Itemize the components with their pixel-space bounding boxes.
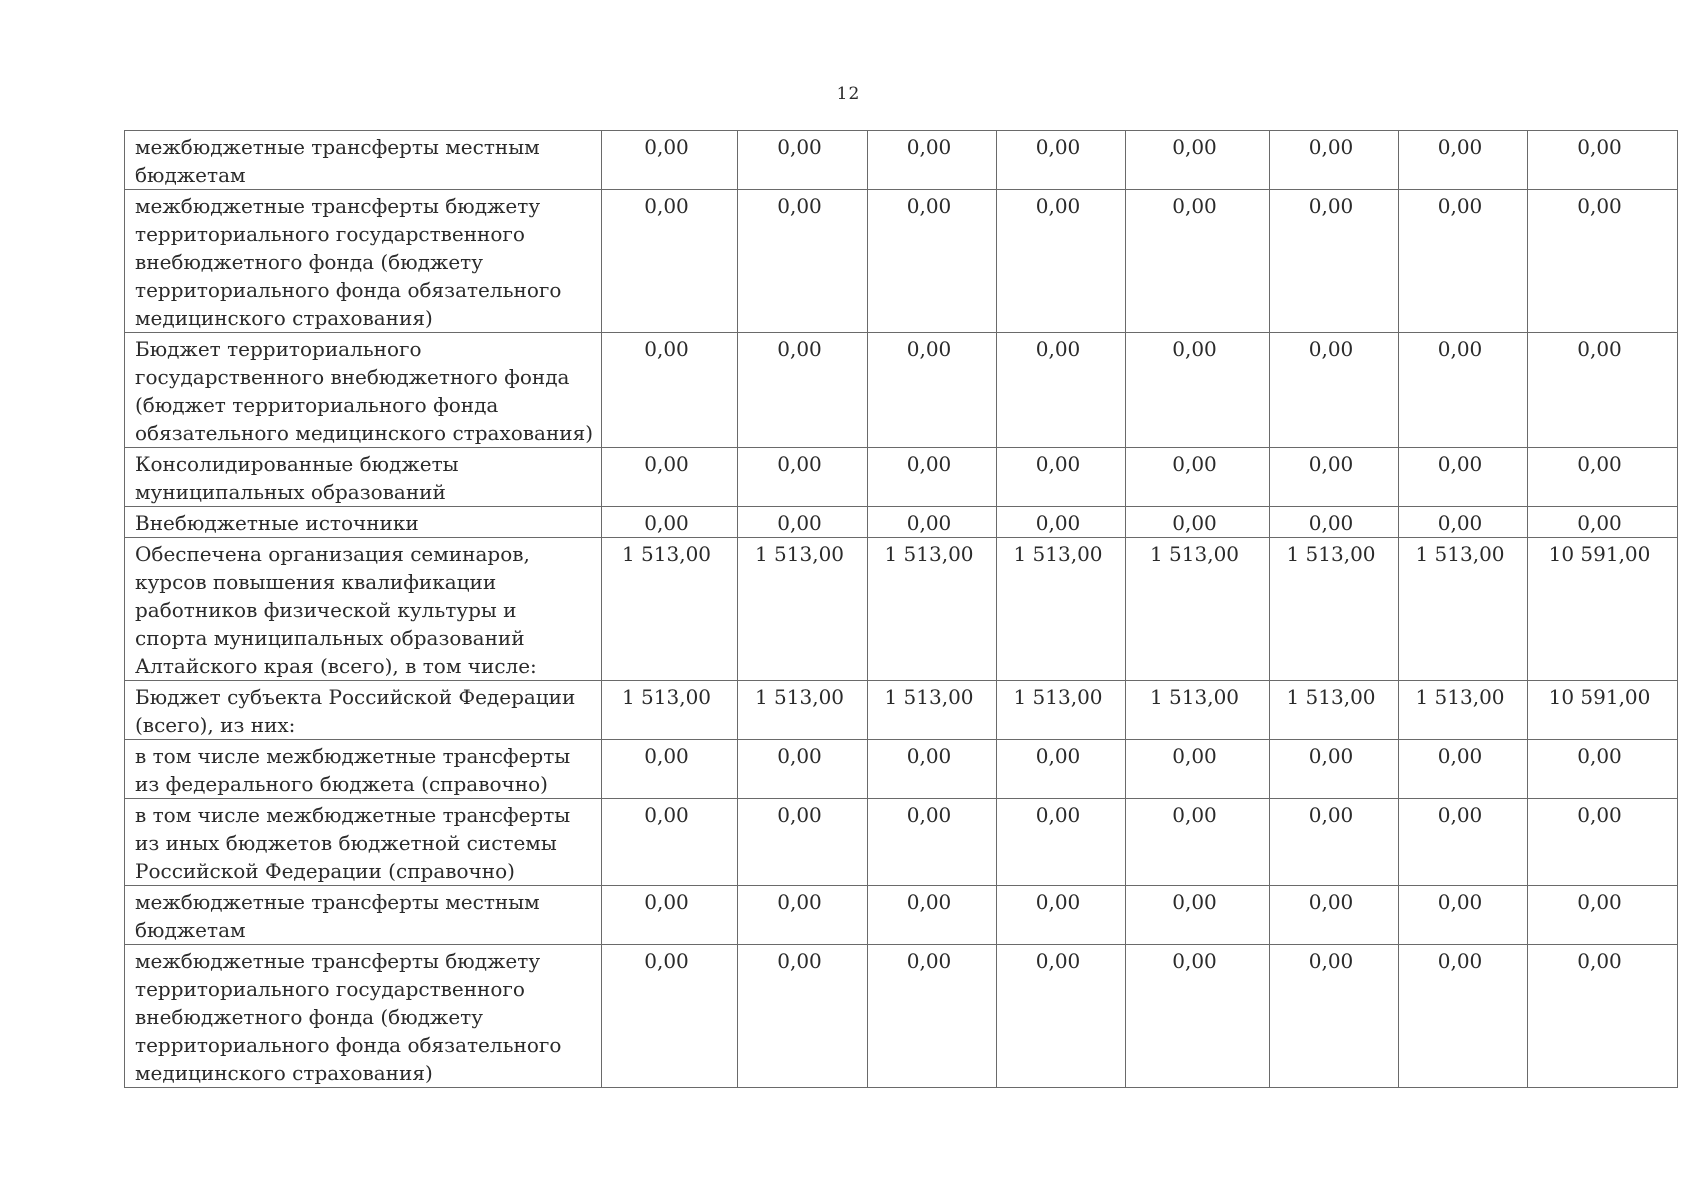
value-cell: 0,00 <box>1528 799 1678 886</box>
value-cell: 0,00 <box>1528 448 1678 507</box>
value-cell: 0,00 <box>997 333 1126 448</box>
value-cell: 0,00 <box>602 333 738 448</box>
value-cell: 0,00 <box>997 507 1126 538</box>
value-cell: 0,00 <box>1126 799 1270 886</box>
value-cell: 1 513,00 <box>997 681 1126 740</box>
value-cell: 0,00 <box>1270 945 1399 1088</box>
value-cell: 0,00 <box>868 886 997 945</box>
row-label: межбюджетные трансферты бюджету территориального государственного внебюджетного фонда (бюджету территориального фонда обязательного медицинского страхования) <box>125 190 602 333</box>
value-cell: 1 513,00 <box>868 538 997 681</box>
value-cell: 0,00 <box>1399 507 1528 538</box>
value-cell: 0,00 <box>1126 448 1270 507</box>
value-cell: 1 513,00 <box>1126 538 1270 681</box>
value-cell: 0,00 <box>1270 190 1399 333</box>
value-cell: 0,00 <box>868 740 997 799</box>
value-cell: 0,00 <box>868 799 997 886</box>
row-label: Внебюджетные источники <box>125 507 602 538</box>
table-row <box>125 538 1678 681</box>
value-cell: 0,00 <box>997 448 1126 507</box>
table-row <box>125 740 1678 799</box>
value-cell: 0,00 <box>1270 507 1399 538</box>
value-cell: 0,00 <box>997 190 1126 333</box>
value-cell: 0,00 <box>1270 886 1399 945</box>
value-cell: 0,00 <box>1528 131 1678 190</box>
value-cell: 0,00 <box>1126 507 1270 538</box>
value-cell: 0,00 <box>738 945 868 1088</box>
value-cell: 0,00 <box>1126 190 1270 333</box>
value-cell: 0,00 <box>1126 131 1270 190</box>
value-cell: 0,00 <box>997 945 1126 1088</box>
budget-table <box>124 130 1678 1088</box>
value-cell: 1 513,00 <box>738 681 868 740</box>
value-cell: 0,00 <box>1126 945 1270 1088</box>
value-cell: 1 513,00 <box>602 681 738 740</box>
value-cell: 1 513,00 <box>868 681 997 740</box>
value-cell: 0,00 <box>738 190 868 333</box>
value-cell: 1 513,00 <box>1126 681 1270 740</box>
table-row <box>125 190 1678 333</box>
value-cell: 0,00 <box>997 886 1126 945</box>
value-cell: 0,00 <box>602 131 738 190</box>
page-number: 12 <box>836 84 861 104</box>
value-cell: 0,00 <box>1528 190 1678 333</box>
value-cell: 0,00 <box>868 190 997 333</box>
value-cell: 0,00 <box>1270 740 1399 799</box>
value-cell: 0,00 <box>602 740 738 799</box>
row-label: Бюджет территориального государственного внебюджетного фонда (бюджет территориального фонда обязательного медицинского страхования) <box>125 333 602 448</box>
value-cell: 0,00 <box>868 945 997 1088</box>
value-cell: 1 513,00 <box>1270 538 1399 681</box>
value-cell: 1 513,00 <box>602 538 738 681</box>
value-cell: 0,00 <box>1399 131 1528 190</box>
value-cell: 10 591,00 <box>1528 538 1678 681</box>
value-cell: 0,00 <box>997 131 1126 190</box>
row-label: межбюджетные трансферты местным бюджетам <box>125 131 602 190</box>
value-cell: 0,00 <box>1126 333 1270 448</box>
value-cell: 0,00 <box>1528 945 1678 1088</box>
table-row <box>125 886 1678 945</box>
value-cell: 0,00 <box>1528 740 1678 799</box>
row-label: в том числе межбюджетные трансферты из федерального бюджета (справочно) <box>125 740 602 799</box>
value-cell: 10 591,00 <box>1528 681 1678 740</box>
table-row <box>125 333 1678 448</box>
table-row <box>125 448 1678 507</box>
value-cell: 0,00 <box>868 131 997 190</box>
table-row <box>125 131 1678 190</box>
value-cell: 0,00 <box>738 333 868 448</box>
value-cell: 1 513,00 <box>1399 681 1528 740</box>
value-cell: 1 513,00 <box>997 538 1126 681</box>
value-cell: 0,00 <box>1270 799 1399 886</box>
row-label: Бюджет субъекта Российской Федерации (всего), из них: <box>125 681 602 740</box>
value-cell: 0,00 <box>1126 740 1270 799</box>
row-label: Обеспечена организация семинаров, курсов повышения квалификации работников физической культуры и спорта муниципальных образований Алтайского края (всего), в том числе: <box>125 538 602 681</box>
value-cell: 0,00 <box>868 333 997 448</box>
table-row <box>125 681 1678 740</box>
value-cell: 0,00 <box>602 799 738 886</box>
table-row <box>125 799 1678 886</box>
value-cell: 0,00 <box>1528 333 1678 448</box>
value-cell: 0,00 <box>1399 448 1528 507</box>
value-cell: 0,00 <box>1399 740 1528 799</box>
value-cell: 0,00 <box>1399 945 1528 1088</box>
value-cell: 0,00 <box>602 448 738 507</box>
value-cell: 0,00 <box>1270 131 1399 190</box>
value-cell: 0,00 <box>1528 886 1678 945</box>
value-cell: 1 513,00 <box>738 538 868 681</box>
value-cell: 0,00 <box>602 190 738 333</box>
value-cell: 0,00 <box>602 507 738 538</box>
row-label: межбюджетные трансферты местным бюджетам <box>125 886 602 945</box>
value-cell: 0,00 <box>868 448 997 507</box>
value-cell: 0,00 <box>997 799 1126 886</box>
value-cell: 0,00 <box>1399 886 1528 945</box>
value-cell: 0,00 <box>602 945 738 1088</box>
table-row <box>125 507 1678 538</box>
value-cell: 0,00 <box>1399 333 1528 448</box>
value-cell: 1 513,00 <box>1399 538 1528 681</box>
row-label: межбюджетные трансферты бюджету территориального государственного внебюджетного фонда (бюджету территориального фонда обязательного медицинского страхования) <box>125 945 602 1088</box>
value-cell: 0,00 <box>738 507 868 538</box>
row-label: в том числе межбюджетные трансферты из иных бюджетов бюджетной системы Российской Федерации (справочно) <box>125 799 602 886</box>
value-cell: 0,00 <box>1126 886 1270 945</box>
value-cell: 0,00 <box>997 740 1126 799</box>
value-cell: 1 513,00 <box>1270 681 1399 740</box>
value-cell: 0,00 <box>602 886 738 945</box>
value-cell: 0,00 <box>738 886 868 945</box>
value-cell: 0,00 <box>1528 507 1678 538</box>
value-cell: 0,00 <box>738 131 868 190</box>
value-cell: 0,00 <box>738 448 868 507</box>
table-row <box>125 945 1678 1088</box>
value-cell: 0,00 <box>738 740 868 799</box>
value-cell: 0,00 <box>868 507 997 538</box>
value-cell: 0,00 <box>1270 448 1399 507</box>
table-body <box>125 131 1678 1088</box>
value-cell: 0,00 <box>1270 333 1399 448</box>
value-cell: 0,00 <box>738 799 868 886</box>
row-label: Консолидированные бюджеты муниципальных образований <box>125 448 602 507</box>
value-cell: 0,00 <box>1399 799 1528 886</box>
value-cell: 0,00 <box>1399 190 1528 333</box>
